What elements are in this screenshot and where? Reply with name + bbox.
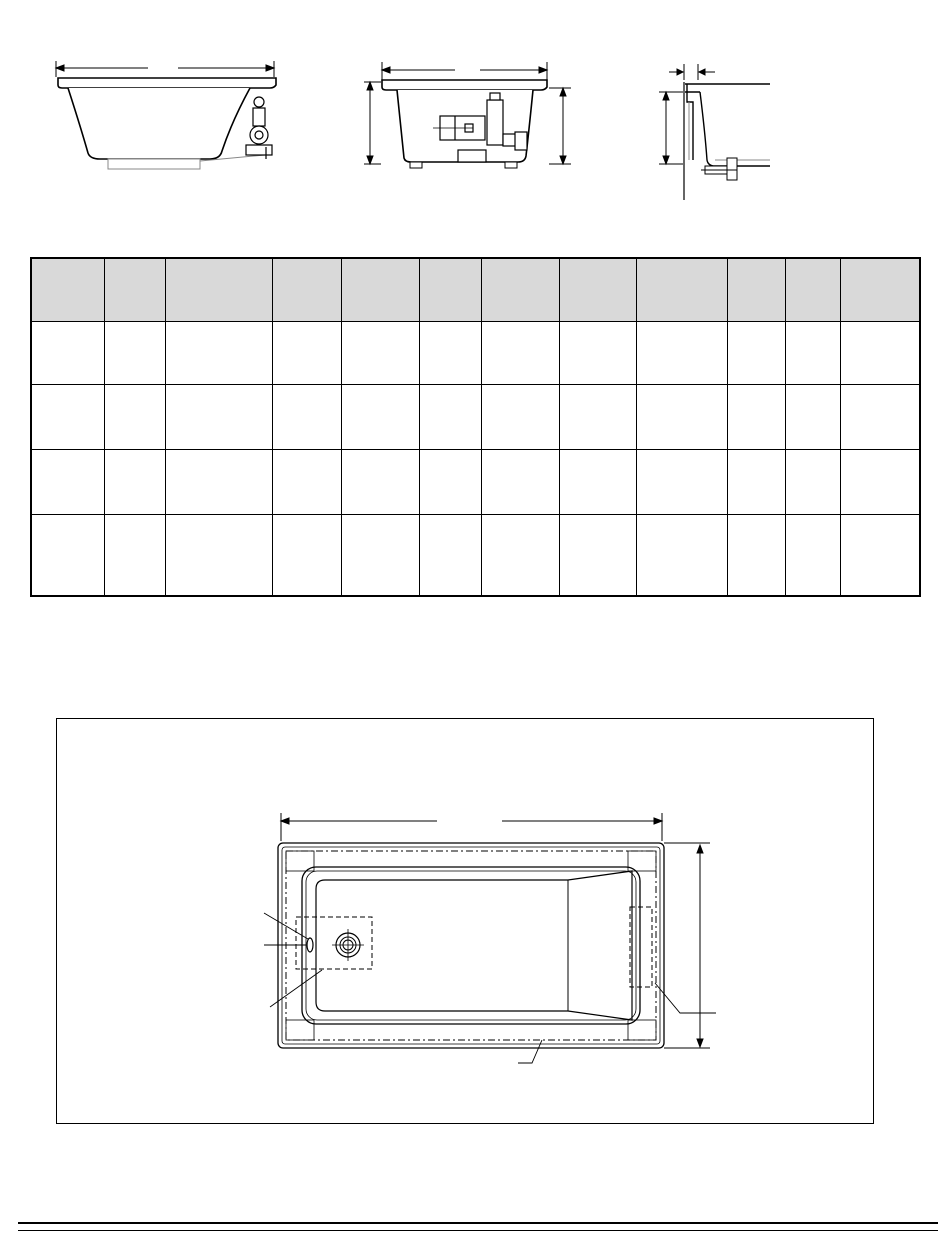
table-cell <box>559 450 636 515</box>
table-cell <box>727 322 785 385</box>
header-cell <box>559 258 636 322</box>
rim-profile <box>685 84 770 166</box>
left-height-dimension <box>364 82 381 164</box>
header-cell <box>31 258 104 322</box>
table-cell <box>636 385 727 450</box>
table-cell <box>636 450 727 515</box>
table-cell <box>785 450 840 515</box>
right-height-dimension <box>549 88 571 164</box>
header-cell <box>481 258 559 322</box>
table-cell <box>559 515 636 597</box>
end-rim <box>382 80 547 90</box>
plan-length-dimension <box>281 813 662 841</box>
table-cell <box>272 515 341 597</box>
table-cell <box>165 322 272 385</box>
table-row <box>31 515 920 597</box>
plan-view-drawing <box>250 805 730 1075</box>
pump-motor <box>246 97 272 159</box>
table-cell <box>31 450 104 515</box>
tub-base <box>108 159 200 169</box>
table-cell <box>104 322 165 385</box>
table-cell <box>727 450 785 515</box>
drain-pipe <box>701 158 737 180</box>
side-elevation-drawing <box>50 55 290 180</box>
header-cell <box>165 258 272 322</box>
rim-dimension <box>669 64 715 80</box>
table-cell <box>559 385 636 450</box>
table-cell <box>840 322 920 385</box>
table-cell <box>559 322 636 385</box>
table-cell <box>481 515 559 597</box>
table-cell <box>419 385 481 450</box>
width-dimension-line <box>382 62 547 80</box>
table-cell <box>840 385 920 450</box>
table-cell <box>31 385 104 450</box>
table-cell <box>481 385 559 450</box>
tub-rim <box>58 78 276 88</box>
footer-rule <box>18 1222 938 1224</box>
specification-table <box>30 257 921 597</box>
header-cell <box>341 258 419 322</box>
length-dimension-line <box>56 61 274 77</box>
depth-dimension <box>659 92 683 164</box>
table-cell <box>165 515 272 597</box>
header-cell <box>419 258 481 322</box>
table-cell <box>341 385 419 450</box>
table-cell <box>341 515 419 597</box>
table-cell <box>840 515 920 597</box>
table-cell <box>272 322 341 385</box>
table-cell <box>165 450 272 515</box>
header-cell <box>840 258 920 322</box>
table-cell <box>785 515 840 597</box>
table-cell <box>636 322 727 385</box>
header-cell <box>785 258 840 322</box>
table-cell <box>419 515 481 597</box>
table-cell <box>272 450 341 515</box>
table-cell <box>481 322 559 385</box>
header-cell <box>636 258 727 322</box>
table-row <box>31 322 920 385</box>
table-cell <box>104 515 165 597</box>
table-cell <box>419 322 481 385</box>
table-cell <box>31 322 104 385</box>
table-cell <box>840 450 920 515</box>
table-row <box>31 385 920 450</box>
table-cell <box>104 385 165 450</box>
table-cell <box>341 322 419 385</box>
footer-rule-thin <box>18 1230 938 1231</box>
table-row <box>31 450 920 515</box>
end-elevation-drawing <box>355 60 590 175</box>
table-cell <box>419 450 481 515</box>
table-cell <box>785 385 840 450</box>
table-cell <box>165 385 272 450</box>
table-cell <box>727 385 785 450</box>
plan-width-dimension <box>664 843 710 1048</box>
table-cell <box>785 322 840 385</box>
header-cell <box>727 258 785 322</box>
table-cell <box>341 450 419 515</box>
table-cell <box>727 515 785 597</box>
header-cell <box>104 258 165 322</box>
tub-basin <box>68 88 250 159</box>
table-cell <box>31 515 104 597</box>
table-cell <box>104 450 165 515</box>
rim-section-drawing <box>655 62 780 202</box>
table-cell <box>481 450 559 515</box>
table-header-row <box>31 258 920 322</box>
table-cell <box>636 515 727 597</box>
table-cell <box>272 385 341 450</box>
header-cell <box>272 258 341 322</box>
